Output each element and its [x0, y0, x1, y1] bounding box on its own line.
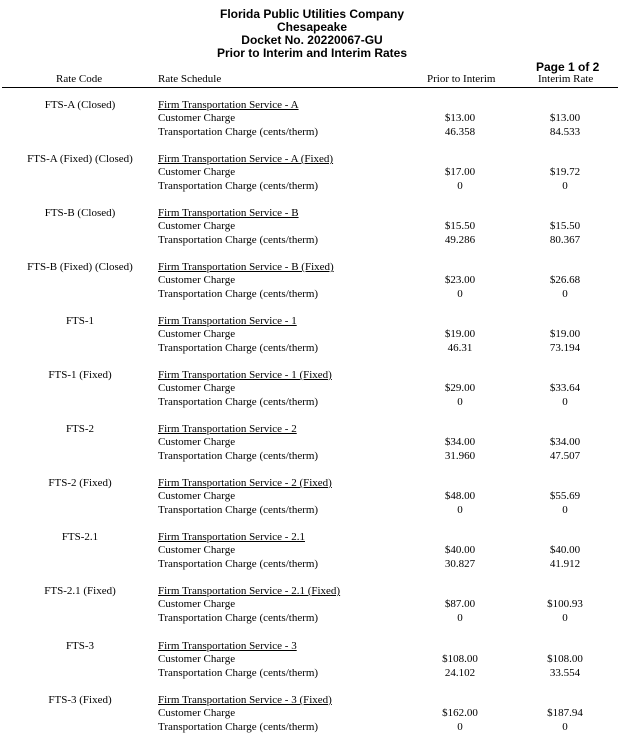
rate-schedule-title: Firm Transportation Service - 2 (Fixed): [158, 477, 332, 489]
transportation-charge-prior: 0: [457, 288, 463, 300]
company-name: Florida Public Utilities Company: [219, 7, 405, 21]
customer-charge-interim: $19.00: [549, 328, 581, 340]
customer-charge-label: Customer Charge: [158, 274, 236, 286]
customer-charge-prior: $23.00: [444, 274, 476, 286]
customer-charge-interim: $100.93: [547, 598, 583, 610]
transportation-charge-prior: 0: [457, 504, 463, 516]
transportation-charge-prior: 0: [457, 612, 463, 624]
customer-charge-interim: $34.00: [549, 436, 581, 448]
customer-charge-label: Customer Charge: [158, 490, 236, 502]
rate-schedule-title: Firm Transportation Service - B: [158, 207, 299, 219]
rate-code: FTS-1 (Fixed): [48, 369, 112, 381]
transportation-charge-prior: 24.102: [444, 667, 476, 679]
transportation-charge-label: Transportation Charge (cents/therm): [158, 450, 319, 462]
transportation-charge-interim: 73.194: [549, 342, 581, 354]
rate-group: [0, 423, 624, 477]
page-number: Page 1 of 2: [536, 60, 600, 74]
rate-code: FTS-3 (Fixed): [48, 694, 112, 706]
rate-schedule-title: Firm Transportation Service - 2.1: [158, 531, 305, 543]
transportation-charge-interim: 80.367: [549, 234, 581, 246]
transportation-charge-prior: 31.960: [444, 450, 476, 462]
column-header-rate-code: Rate Code: [56, 73, 103, 85]
rate-schedule-title: Firm Transportation Service - B (Fixed): [158, 261, 334, 273]
customer-charge-interim: $187.94: [547, 707, 583, 719]
transportation-charge-interim: 0: [562, 396, 568, 408]
rate-code: FTS-2.1 (Fixed): [44, 585, 116, 597]
transportation-charge-label: Transportation Charge (cents/therm): [158, 558, 319, 570]
rate-code: FTS-2 (Fixed): [48, 477, 112, 489]
transportation-charge-prior: 46.31: [447, 342, 473, 354]
customer-charge-prior: $162.00: [442, 707, 478, 719]
transportation-charge-interim: 0: [562, 612, 568, 624]
rate-schedule-title: Firm Transportation Service - 3: [158, 640, 297, 652]
customer-charge-prior: $17.00: [444, 166, 476, 178]
transportation-charge-prior: 49.286: [444, 234, 476, 246]
transportation-charge-prior: 0: [457, 180, 463, 192]
rate-code: FTS-2.1: [61, 531, 99, 543]
customer-charge-label: Customer Charge: [158, 653, 236, 665]
transportation-charge-interim: 0: [562, 288, 568, 300]
customer-charge-prior: $48.00: [444, 490, 476, 502]
rate-code: FTS-3: [65, 640, 95, 652]
transportation-charge-interim: 0: [562, 180, 568, 192]
column-header-interim-rate: Interim Rate: [538, 73, 594, 85]
customer-charge-label: Customer Charge: [158, 382, 236, 394]
customer-charge-prior: $108.00: [442, 653, 478, 665]
customer-charge-interim: $108.00: [547, 653, 583, 665]
customer-charge-prior: $15.50: [444, 220, 476, 232]
customer-charge-interim: $19.72: [549, 166, 581, 178]
customer-charge-interim: $15.50: [549, 220, 581, 232]
rate-code: FTS-1: [65, 315, 95, 327]
rate-group: [0, 207, 624, 261]
customer-charge-label: Customer Charge: [158, 598, 236, 610]
rate-schedule-title: Firm Transportation Service - 1: [158, 315, 297, 327]
customer-charge-prior: $29.00: [444, 382, 476, 394]
customer-charge-prior: $13.00: [444, 112, 476, 124]
customer-charge-label: Customer Charge: [158, 707, 236, 719]
rate-group: [0, 369, 624, 423]
division-name: Chesapeake: [276, 20, 348, 34]
transportation-charge-label: Transportation Charge (cents/therm): [158, 234, 319, 246]
transportation-charge-interim: 84.533: [549, 126, 581, 138]
rate-schedule-title: Firm Transportation Service - 2: [158, 423, 297, 435]
column-header-prior-to-interim: Prior to Interim: [427, 73, 496, 85]
customer-charge-interim: $13.00: [549, 112, 581, 124]
rate-schedule-title: Firm Transportation Service - 3 (Fixed): [158, 694, 332, 706]
transportation-charge-label: Transportation Charge (cents/therm): [158, 288, 319, 300]
customer-charge-prior: $34.00: [444, 436, 476, 448]
rate-group: [0, 477, 624, 531]
transportation-charge-label: Transportation Charge (cents/therm): [158, 721, 319, 733]
rate-group: [0, 640, 624, 694]
docket-number: Docket No. 20220067-GU: [241, 33, 383, 47]
customer-charge-interim: $40.00: [549, 544, 581, 556]
customer-charge-interim: $55.69: [549, 490, 581, 502]
transportation-charge-interim: 47.507: [549, 450, 581, 462]
rate-code: FTS-B (Closed): [44, 207, 116, 219]
transportation-charge-interim: 33.554: [549, 667, 581, 679]
transportation-charge-prior: 30.827: [444, 558, 476, 570]
rate-code: FTS-2: [65, 423, 95, 435]
rate-group: [0, 99, 624, 153]
transportation-charge-label: Transportation Charge (cents/therm): [158, 342, 319, 354]
transportation-charge-label: Transportation Charge (cents/therm): [158, 126, 319, 138]
transportation-charge-label: Transportation Charge (cents/therm): [158, 396, 319, 408]
rate-code: FTS-A (Closed): [44, 99, 116, 111]
transportation-charge-label: Transportation Charge (cents/therm): [158, 504, 319, 516]
customer-charge-prior: $87.00: [444, 598, 476, 610]
customer-charge-interim: $26.68: [549, 274, 581, 286]
transportation-charge-interim: 0: [562, 721, 568, 733]
rate-group: [0, 585, 624, 639]
transportation-charge-label: Transportation Charge (cents/therm): [158, 180, 319, 192]
column-header-rate-schedule: Rate Schedule: [158, 73, 222, 85]
rate-schedule-title: Firm Transportation Service - A: [158, 99, 299, 111]
customer-charge-label: Customer Charge: [158, 220, 236, 232]
rate-schedule-title: Firm Transportation Service - 2.1 (Fixed): [158, 585, 341, 597]
customer-charge-label: Customer Charge: [158, 544, 236, 556]
transportation-charge-interim: 41.912: [549, 558, 581, 570]
transportation-charge-prior: 46.358: [444, 126, 476, 138]
rate-group: [0, 261, 624, 315]
rate-group: [0, 531, 624, 585]
rate-schedule-title: Firm Transportation Service - 1 (Fixed): [158, 369, 332, 381]
rate-code: FTS-A (Fixed) (Closed): [27, 153, 133, 165]
transportation-charge-label: Transportation Charge (cents/therm): [158, 612, 319, 624]
customer-charge-label: Customer Charge: [158, 112, 236, 124]
rate-schedule-title: Firm Transportation Service - A (Fixed): [158, 153, 334, 165]
document-subtitle: Prior to Interim and Interim Rates: [216, 46, 408, 60]
customer-charge-prior: $19.00: [444, 328, 476, 340]
customer-charge-prior: $40.00: [444, 544, 476, 556]
transportation-charge-label: Transportation Charge (cents/therm): [158, 667, 319, 679]
customer-charge-interim: $33.64: [549, 382, 581, 394]
customer-charge-label: Customer Charge: [158, 328, 236, 340]
transportation-charge-prior: 0: [457, 721, 463, 733]
header-divider: [2, 87, 618, 88]
transportation-charge-interim: 0: [562, 504, 568, 516]
customer-charge-label: Customer Charge: [158, 166, 236, 178]
transportation-charge-prior: 0: [457, 396, 463, 408]
customer-charge-label: Customer Charge: [158, 436, 236, 448]
rate-code: FTS-B (Fixed) (Closed): [27, 261, 133, 273]
rate-group: [0, 315, 624, 369]
rate-group: [0, 153, 624, 207]
